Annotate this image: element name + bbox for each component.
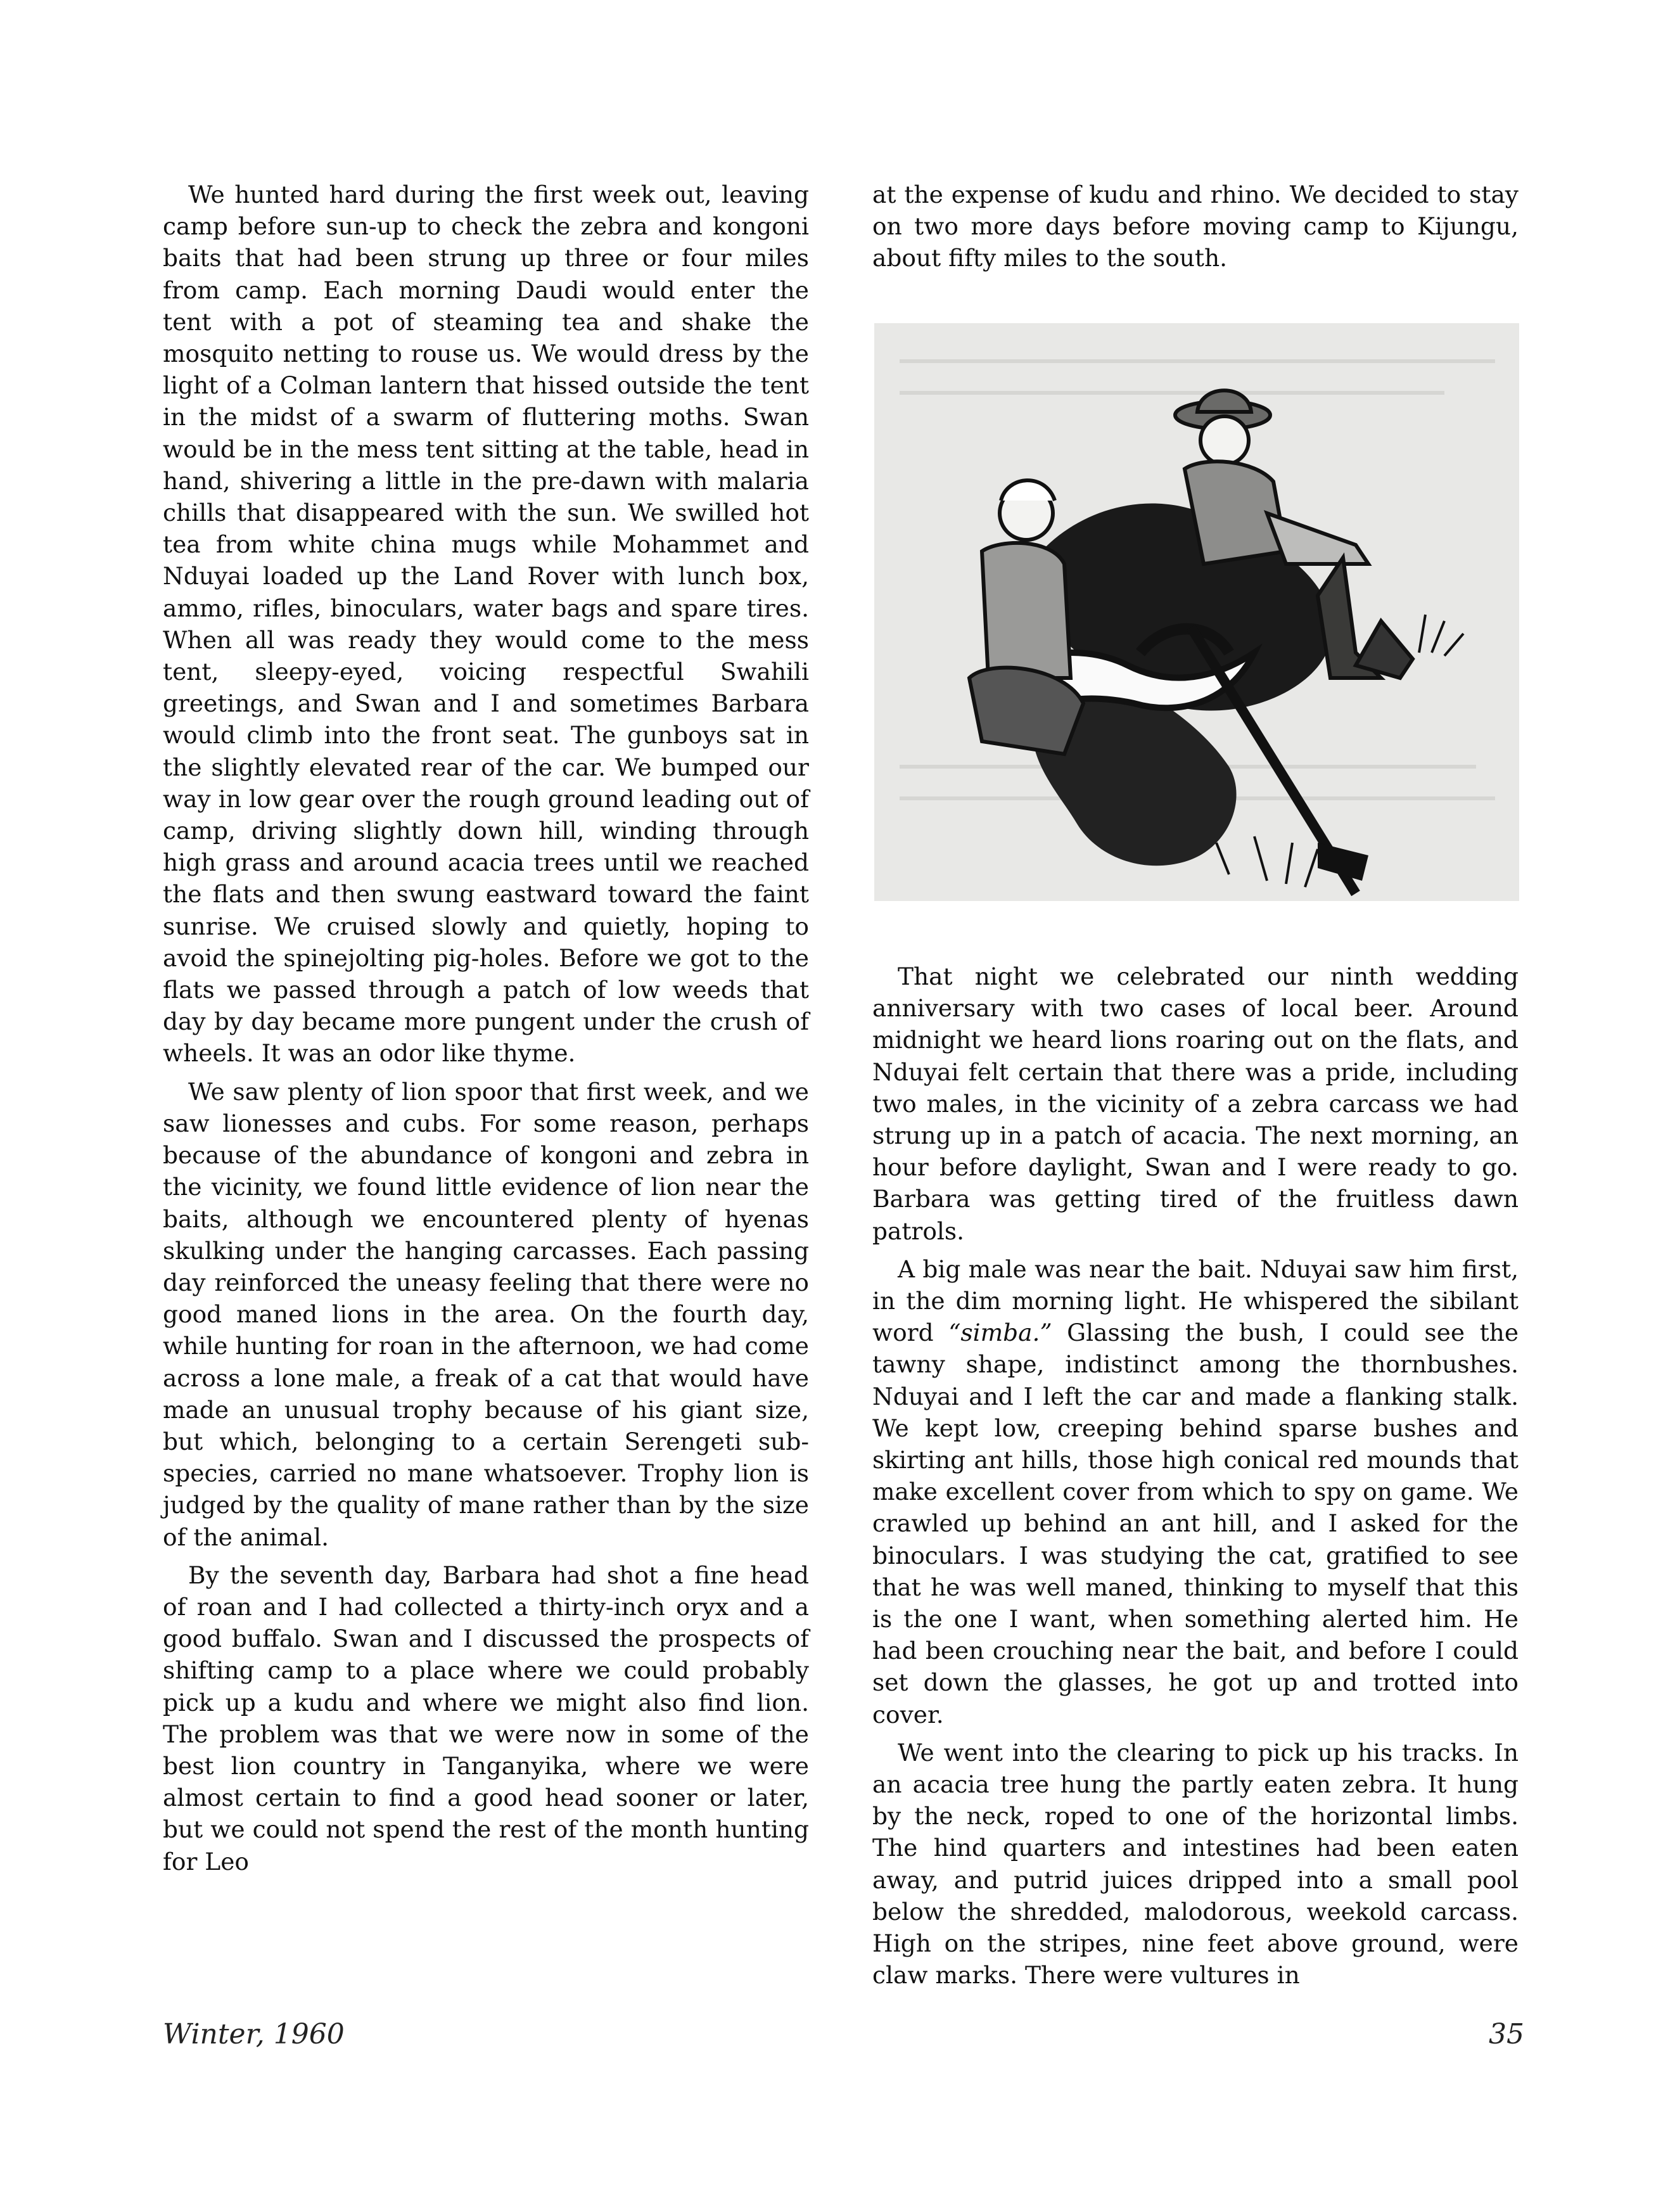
page-number: 35 <box>1489 2018 1524 2050</box>
left-column <box>163 179 809 1884</box>
paragraph: By the seventh day, Barbara had shot a fine head of roan and I had collected a thirty-inch oryx and a good buffalo. Swan and I discussed the prospects of shifting camp to a place where we could probably pick up a kudu and where we might also find lion. The problem was that we were now in some of the best lion country in Tanganyika, where we were almost certain to find a good head sooner or later, but we could not spend the rest of the month hunting for Leo <box>163 1561 809 1876</box>
illustration-drawing <box>874 323 1519 901</box>
paragraph-text: Glassing the bush, I could see the tawny shape, indistinct among the thornbushes. Nduyai and I left the car and made a flanking stalk. We kept low, creeping behind sparse bushes and skirting ant hills, those high conical red mounds that make excellent cover from which to spy on game. We crawled up behind an ant hill, and I asked for the binoculars. I was studying the cat, gratified to see that he was well maned, thinking to myself that this is the one I want, when something alerted him. He had been crouching near the bait, and before I could set down the glasses, he got up and trotted into cover. <box>872 1319 1519 1729</box>
paragraph: at the expense of kudu and rhino. We decided to stay on two more days before moving camp to Kijungu, about fifty miles to the south. <box>872 181 1519 272</box>
paragraph: That night we celebrated our ninth wedding anniversary with two cases of local beer. Around midnight we heard lions roaring out on the flats, and Nduyai felt certain that there was a pride, including two males, in the vicinity of a zebra carcass we had strung up in a patch of acacia. The next morning, an hour before daylight, Swan and I were ready to go. Barbara was getting tired of the fruitless dawn patrols. <box>872 962 1519 1245</box>
italic-word: “simba.” <box>948 1319 1052 1347</box>
paragraph: We hunted hard during the first week out, leaving camp before sun-up to check the zebra and kongoni baits that had been strung up three or four miles from camp. Each morning Daudi would enter the tent with a pot of steaming tea and shake the mosquito netting to rouse us. We would dress by the light of a Colman lantern that hissed outside the tent in the midst of a swarm of fluttering moths. Swan would be in the mess tent sitting at the table, head in hand, shivering a little in the pre-dawn with malaria chills that disappeared with the sun. We swilled hot tea from white china mugs while Mohammet and Nduyai loaded up the Land Rover with lunch box, ammo, rifles, binoculars, water bags and spare tires. When all was ready they would come to the mess tent, sleepy-eyed, voicing respectful Swahili greetings, and Swan and I and sometimes Barbara would climb into the front seat. The gunboys sat in the slightly elevated rear of the car. We bumped our way in low gear over the rough ground leading out of camp, driving slightly down hill, winding through high grass and around acacia trees until we reached the flats and then swung eastward toward the faint sunrise. We cruised slowly and quietly, hoping to avoid the spinejolting pig-holes. Before we got to the flats we passed through a patch of low weeds that day by day became more pungent under the crush of wheels. It was an odor like thyme. <box>163 181 809 1068</box>
paragraph <box>872 1253 1519 1730</box>
paragraph-text: A big male was near the bait. Nduyai saw him first, in the dim morning light. He whispered the sibilant word <box>872 1255 1519 1347</box>
right-column-top <box>872 179 1519 281</box>
issue-footer: Winter, 1960 <box>163 2018 345 2050</box>
right-column-bottom <box>872 961 1519 1998</box>
paragraph: We went into the clearing to pick up his tracks. In an acacia tree hung the partly eaten zebra. It hung by the neck, roped to one of the horizontal limbs. The hind quarters and intestines had been eaten away, and putrid juices dripped into a small pool below the shredded, malodorous, weekold carcass. High on the stripes, nine feet above ground, were claw marks. There were vultures in <box>872 1738 1519 1990</box>
hunters-with-buffalo-illustration <box>874 323 1519 901</box>
paragraph: We saw plenty of lion spoor that first week, and we saw lionesses and cubs. For some reason, perhaps because of the abundance of kongoni and zebra in the vicinity, we found little evidence of lion near the baits, although we encountered plenty of hyenas skulking under the hanging carcasses. Each passing day reinforced the uneasy feeling that there were no good maned lions in the area. On the fourth day, while hunting for roan in the afternoon, we had come across a lone male, a freak of a cat that would have made an unusual trophy because of his giant size, but which, belonging to a certain Serengeti subspecies, carried no mane whatsoever. Trophy lion is judged by the quality of mane rather than by the size of the animal. <box>163 1077 809 1551</box>
